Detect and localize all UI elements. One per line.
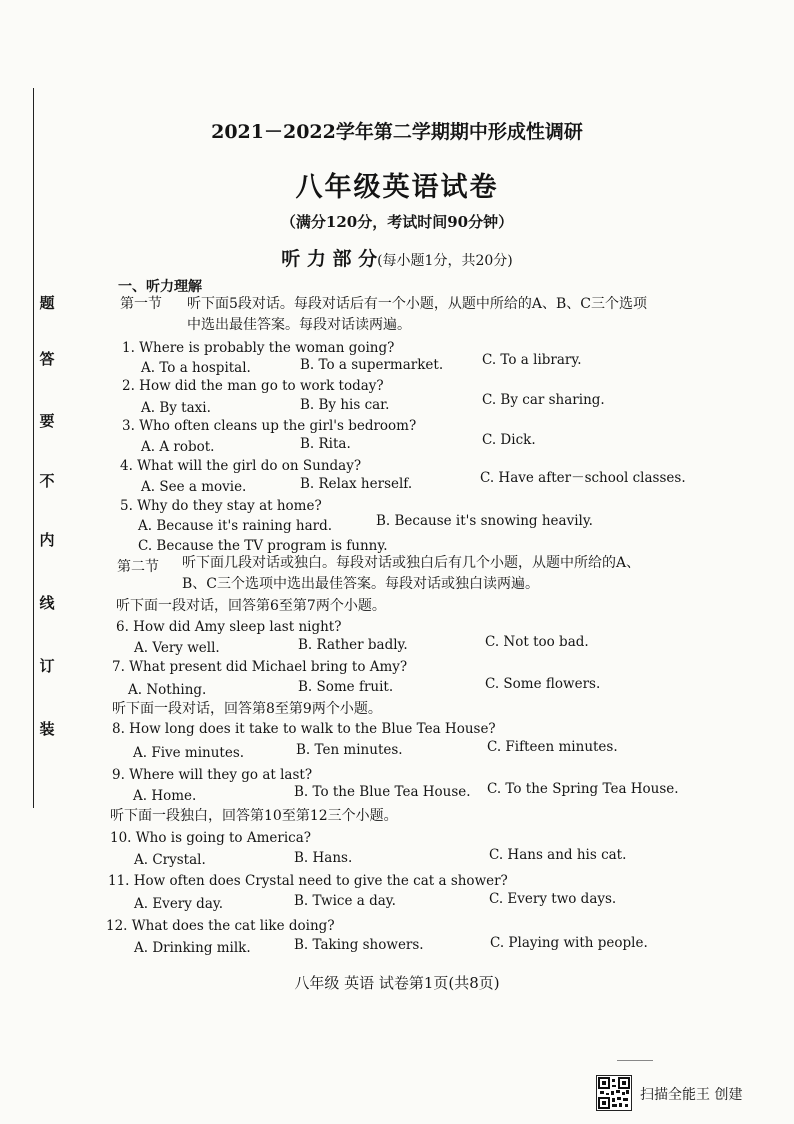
question-stem: 12. What does the cat like doing? [106, 918, 335, 934]
question-stem: 7. What present did Michael bring to Amy? [112, 659, 408, 675]
option-a: A. Five minutes. [133, 745, 245, 761]
margin-char: 内 [39, 531, 55, 549]
question-stem: 1. Where is probably the woman going? [122, 340, 395, 356]
part-heading: 一、听力理解 [118, 279, 202, 295]
exam-title: 八年级英语试卷 [295, 172, 499, 203]
section-label: 第二节 [117, 559, 159, 575]
section-note: (每小题1分，共20分) [377, 253, 513, 269]
page-footer: 八年级 英语 试卷第1页(共8页) [294, 974, 500, 992]
margin-char: 要 [39, 412, 55, 430]
option-c: C. Hans and his cat. [489, 847, 627, 863]
option-b: B. Rather badly. [298, 637, 408, 653]
question-stem: 11. How often does Crystal need to give the cat a shower? [108, 873, 508, 889]
exam-subtitle: 2021－2022学年第二学期期中形成性调研 [211, 121, 583, 143]
option-c: C. Not too bad. [485, 634, 589, 650]
option-b: B. Twice a day. [294, 893, 396, 909]
option-c: C. Playing with people. [490, 935, 648, 951]
option-a: A. A robot. [141, 439, 215, 455]
question-stem: 10. Who is going to America? [110, 830, 312, 846]
option-c: C. To the Spring Tea House. [487, 781, 679, 797]
qr-code-icon [596, 1075, 632, 1111]
option-c: C. Have after－school classes. [480, 470, 686, 486]
option-a: A. Very well. [134, 640, 220, 656]
option-a: A. Drinking milk. [134, 940, 251, 956]
divider [617, 1060, 653, 1061]
section-title-text: 听 力 部 分 [281, 248, 378, 270]
question-stem: 9. Where will they go at last? [112, 767, 313, 783]
section-instruction: 中选出最佳答案。每段对话读两遍。 [187, 317, 411, 333]
option-c: C. Every two days. [489, 891, 617, 907]
margin-char: 订 [39, 657, 55, 675]
margin-char: 题 [39, 294, 55, 312]
section-instruction: B、C三个选项中选出最佳答案。每段对话或独白读两遍。 [182, 576, 539, 592]
section-title [0, 244, 794, 271]
option-b: B. Because it's snowing heavily. [376, 513, 593, 529]
option-a: A. Home. [133, 788, 197, 804]
option-b: B. Hans. [294, 850, 353, 866]
option-b: B. To a supermarket. [300, 357, 444, 373]
option-c: C. Because the TV program is funny. [138, 538, 388, 554]
section-instruction: 听下面5段对话。每段对话后有一个小题，从题中所给的A、B、C三个选项 [187, 296, 648, 312]
section-label: 第一节 [120, 296, 162, 312]
margin-char: 不 [39, 472, 55, 490]
option-c: C. By car sharing. [482, 392, 605, 408]
option-a: A. To a hospital. [141, 360, 251, 376]
listening-instruction: 听下面一段对话，回答第8至第9两个小题。 [112, 701, 382, 717]
score-note: （满分120分，考试时间90分钟） [280, 213, 514, 231]
listening-instruction: 听下面一段对话，回答第6至第7两个小题。 [116, 598, 386, 614]
question-stem: 8. How long does it take to walk to the Blue Tea House? [112, 721, 496, 737]
question-stem: 2. How did the man go to work today? [122, 378, 384, 394]
option-b: B. Some fruit. [298, 679, 394, 695]
option-a: A. See a movie. [141, 479, 247, 495]
option-b: B. Rita. [300, 436, 351, 452]
question-stem: 6. How did Amy sleep last night? [116, 619, 342, 635]
question-stem: 5. Why do they stay at home? [120, 498, 322, 514]
option-a: A. Crystal. [134, 852, 206, 868]
option-b: B. Taking showers. [294, 937, 424, 953]
option-c: C. Some flowers. [485, 676, 601, 692]
margin-char: 线 [39, 594, 55, 612]
option-c: C. Fifteen minutes. [487, 739, 618, 755]
option-a: A. Nothing. [128, 682, 207, 698]
margin-char: 答 [39, 350, 55, 368]
section-instruction: 听下面几段对话或独白。每段对话或独白后有几个小题，从题中所给的A、 [182, 555, 641, 571]
option-a: A. By taxi. [141, 400, 211, 416]
option-b: B. Ten minutes. [296, 742, 403, 758]
question-stem: 3. Who often cleans up the girl's bedroom? [122, 418, 417, 434]
option-a: A. Every day. [134, 896, 223, 912]
option-c: C. Dick. [482, 432, 536, 448]
margin-char: 装 [39, 720, 55, 738]
option-b: B. Relax herself. [300, 476, 413, 492]
scanner-brand-text: 扫描全能王 创建 [640, 1087, 743, 1103]
option-c: C. To a library. [482, 352, 582, 368]
option-b: B. To the Blue Tea House. [294, 784, 471, 800]
listening-instruction: 听下面一段独白，回答第10至第12三个小题。 [110, 808, 398, 824]
question-stem: 4. What will the girl do on Sunday? [120, 458, 362, 474]
option-a: A. Because it's raining hard. [138, 518, 333, 534]
option-b: B. By his car. [300, 397, 390, 413]
